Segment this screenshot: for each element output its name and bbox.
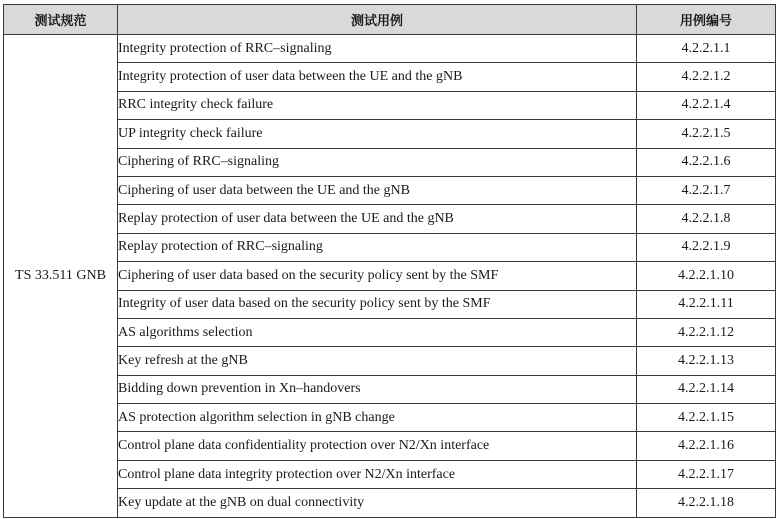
test-case-cell: Replay protection of RRC–signaling <box>118 233 637 261</box>
table-body <box>4 35 776 518</box>
table-row <box>4 318 776 346</box>
spec-cell: TS 33.511 GNB <box>4 35 118 518</box>
test-case-cell: Ciphering of user data based on the security policy sent by the SMF <box>118 262 637 290</box>
table-row <box>4 489 776 517</box>
case-id-cell: 4.2.2.1.9 <box>637 233 776 261</box>
case-id-cell: 4.2.2.1.18 <box>637 489 776 517</box>
case-id-cell: 4.2.2.1.17 <box>637 460 776 488</box>
table-row <box>4 404 776 432</box>
test-case-cell: UP integrity check failure <box>118 120 637 148</box>
test-case-cell: Integrity of user data based on the security policy sent by the SMF <box>118 290 637 318</box>
header-case: 测试用例 <box>118 5 637 35</box>
case-id-cell: 4.2.2.1.12 <box>637 318 776 346</box>
test-case-cell: Key update at the gNB on dual connectivity <box>118 489 637 517</box>
case-id-cell: 4.2.2.1.8 <box>637 205 776 233</box>
test-case-cell: Integrity protection of RRC–signaling <box>118 35 637 63</box>
test-case-cell: Control plane data confidentiality protection over N2/Xn interface <box>118 432 637 460</box>
table-row <box>4 35 776 63</box>
case-id-cell: 4.2.2.1.1 <box>637 35 776 63</box>
test-case-cell: Control plane data integrity protection over N2/Xn interface <box>118 460 637 488</box>
case-id-cell: 4.2.2.1.4 <box>637 91 776 119</box>
table-row <box>4 347 776 375</box>
table-row <box>4 233 776 261</box>
header-spec: 测试规范 <box>4 5 118 35</box>
header-id: 用例编号 <box>637 5 776 35</box>
test-case-cell: Replay protection of user data between the UE and the gNB <box>118 205 637 233</box>
case-id-cell: 4.2.2.1.7 <box>637 176 776 204</box>
test-case-cell: Integrity protection of user data between the UE and the gNB <box>118 63 637 91</box>
case-id-cell: 4.2.2.1.11 <box>637 290 776 318</box>
table-row <box>4 290 776 318</box>
table-header-row <box>4 5 776 35</box>
test-case-cell: AS algorithms selection <box>118 318 637 346</box>
case-id-cell: 4.2.2.1.13 <box>637 347 776 375</box>
case-id-cell: 4.2.2.1.5 <box>637 120 776 148</box>
table-row <box>4 120 776 148</box>
test-case-cell: Ciphering of RRC–signaling <box>118 148 637 176</box>
case-id-cell: 4.2.2.1.14 <box>637 375 776 403</box>
table-row <box>4 91 776 119</box>
table-row <box>4 63 776 91</box>
table-row <box>4 205 776 233</box>
table-row <box>4 176 776 204</box>
case-id-cell: 4.2.2.1.15 <box>637 404 776 432</box>
test-case-cell: AS protection algorithm selection in gNB change <box>118 404 637 432</box>
case-id-cell: 4.2.2.1.16 <box>637 432 776 460</box>
case-id-cell: 4.2.2.1.2 <box>637 63 776 91</box>
test-case-cell: Bidding down prevention in Xn–handovers <box>118 375 637 403</box>
table-row <box>4 432 776 460</box>
test-case-cell: Ciphering of user data between the UE and the gNB <box>118 176 637 204</box>
table-row <box>4 262 776 290</box>
test-case-cell: RRC integrity check failure <box>118 91 637 119</box>
case-id-cell: 4.2.2.1.6 <box>637 148 776 176</box>
test-case-table <box>3 4 776 518</box>
test-case-cell: Key refresh at the gNB <box>118 347 637 375</box>
case-id-cell: 4.2.2.1.10 <box>637 262 776 290</box>
table-row <box>4 375 776 403</box>
table-row <box>4 460 776 488</box>
table-row <box>4 148 776 176</box>
